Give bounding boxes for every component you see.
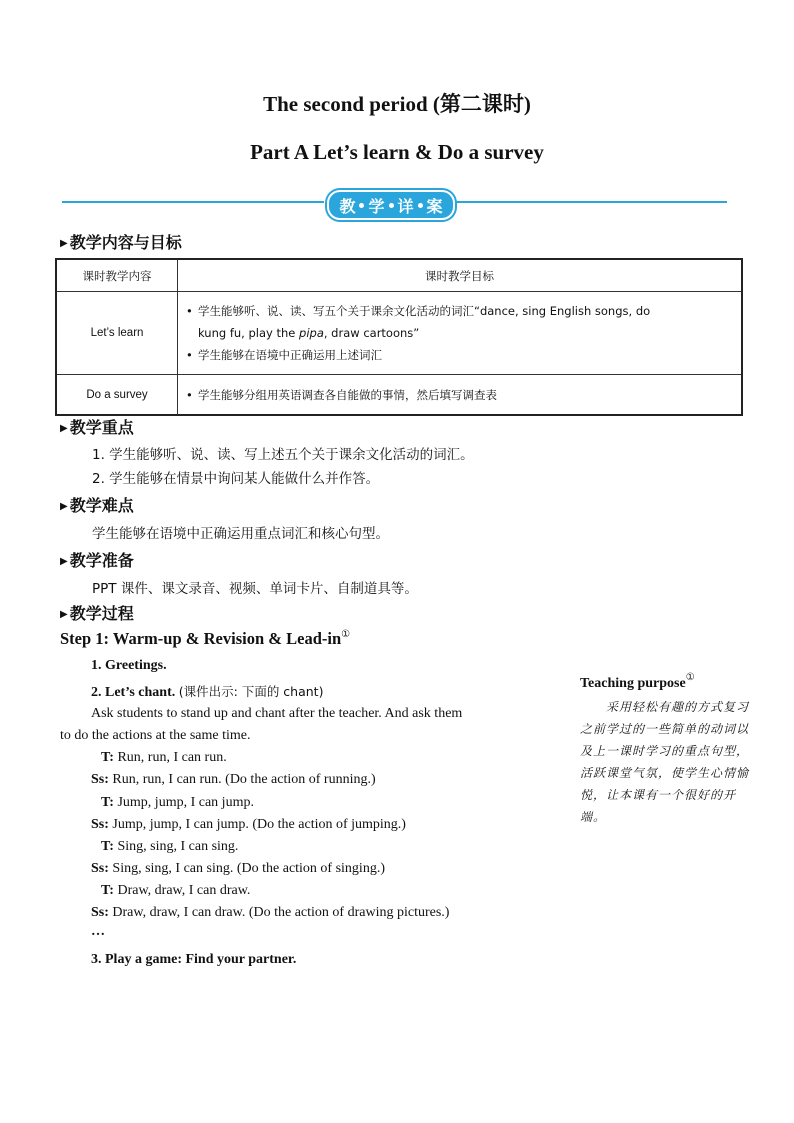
footnote-mark: ① <box>685 672 695 683</box>
banner-dot-icon <box>359 203 364 208</box>
goal-item <box>186 384 733 406</box>
section-heading-key-points <box>60 415 134 438</box>
triangle-bullet-icon: ▶ <box>60 609 68 620</box>
table-cell-goals <box>178 375 743 416</box>
section-heading-text: 教学内容与目标 <box>69 233 182 252</box>
section-heading-difficulties <box>60 493 134 516</box>
speaker-label: Ss: <box>91 772 109 787</box>
goals-table <box>55 258 743 416</box>
triangle-bullet-icon: ▶ <box>60 501 68 512</box>
dialogue-line <box>101 750 227 766</box>
speaker-label: T: <box>101 795 114 810</box>
goal-text: 学生能够在语境中正确运用上述词汇 <box>198 348 382 362</box>
dialogue-text: Jump, jump, I can jump. <box>113 795 254 810</box>
triangle-bullet-icon: ▶ <box>60 238 68 249</box>
dialogue-text: Draw, draw, I can draw. <box>113 883 251 898</box>
table-header-cell: 课时教学内容 <box>56 259 178 292</box>
section-heading-process <box>60 601 134 624</box>
bullet-icon: • <box>186 387 193 402</box>
section-heading-content-goals <box>60 230 182 253</box>
table-cell-content: Let’s learn <box>56 292 178 375</box>
key-point-item: 2. 学生能够在情景中询问某人能做什么并作答。 <box>92 471 380 487</box>
banner-dot-icon <box>389 203 394 208</box>
step-item-greetings: 1. Greetings. <box>91 658 167 673</box>
chant-note: (课件出示: 下面的 chant) <box>178 684 324 699</box>
goal-text: kung fu, play the <box>198 326 300 340</box>
dialogue-line <box>91 861 385 877</box>
dialogue-line <box>91 817 406 833</box>
dialogue-line <box>101 839 238 855</box>
instruction-line: Ask students to stand up and chant after the teacher. And ask them <box>91 706 463 721</box>
speaker-label: T: <box>101 839 114 854</box>
instruction-line: to do the actions at the same time. <box>60 728 251 743</box>
table-cell-goals <box>178 292 743 375</box>
dialogue-text: Draw, draw, I can draw. (Do the action of drawing pictures.) <box>108 905 450 920</box>
goal-italic-word: pipa <box>299 326 324 340</box>
dialogue-line <box>101 795 254 811</box>
banner-dot-icon <box>418 203 423 208</box>
footnote-mark: ① <box>341 629 351 640</box>
goal-text: , draw cartoons” <box>323 326 420 340</box>
dialogue-line <box>91 905 449 921</box>
triangle-bullet-icon: ▶ <box>60 423 68 434</box>
table-header-row <box>56 259 742 292</box>
table-row <box>56 292 742 375</box>
speaker-label: T: <box>101 883 114 898</box>
speaker-label: Ss: <box>91 817 109 832</box>
banner-line-right <box>455 201 727 203</box>
speaker-label: Ss: <box>91 861 109 876</box>
step1-title <box>60 629 350 649</box>
dialogue-text: Run, run, I can run. (Do the action of running.) <box>108 772 376 787</box>
banner-char: 教 <box>339 196 356 216</box>
banner-badge <box>327 190 455 220</box>
table-header-cell: 课时教学目标 <box>178 259 743 292</box>
bullet-icon: • <box>186 348 193 362</box>
dialogue-line <box>101 883 250 899</box>
speaker-label: Ss: <box>91 905 109 920</box>
teaching-purpose-title-text: Teaching purpose <box>580 676 686 691</box>
banner-char: 案 <box>426 196 443 216</box>
speaker-label: T: <box>101 750 114 765</box>
preparation-text: PPT 课件、课文录音、视频、单词卡片、自制道具等。 <box>92 581 418 597</box>
goal-item <box>186 344 733 366</box>
dialogue-text: Run, run, I can run. <box>113 750 227 765</box>
section-heading-text: 教学重点 <box>69 418 134 437</box>
chant-label: 2. Let’s chant. <box>91 685 176 700</box>
difficulty-text: 学生能够在语境中正确运用重点词汇和核心句型。 <box>92 526 389 542</box>
section-heading-text: 教学难点 <box>69 496 134 515</box>
dialogue-text: Sing, sing, I can sing. <box>113 839 239 854</box>
section-heading-preparation <box>60 548 134 571</box>
teaching-purpose-title <box>580 672 695 692</box>
goal-text: 学生能够听、说、读、写五个关于课余文化活动的词汇“dance, sing English songs, do <box>198 304 651 318</box>
page-subtitle: Part A Let’s learn & Do a survey <box>250 140 544 164</box>
banner-char: 学 <box>368 196 385 216</box>
table-cell-content: Do a survey <box>56 375 178 416</box>
bullet-icon: • <box>186 304 193 318</box>
step1-title-text: Step 1: Warm-up & Revision & Lead-in <box>60 629 342 648</box>
section-heading-text: 教学过程 <box>69 604 134 623</box>
ellipsis: … <box>91 924 105 939</box>
triangle-bullet-icon: ▶ <box>60 556 68 567</box>
step-item-chant <box>91 682 323 701</box>
teaching-purpose-text: 采用轻松有趣的方式复习之前学过的一些简单的动词以及上一课时学习的重点句型，活跃课堂气氛，使学生心情愉悦，让本课有一个很好的开端。 <box>580 700 750 824</box>
dialogue-text: Jump, jump, I can jump. (Do the action of jumping.) <box>108 817 406 832</box>
banner-line-left <box>62 201 324 203</box>
key-point-item: 1. 学生能够听、说、读、写上述五个关于课余文化活动的词汇。 <box>92 447 474 463</box>
step-item-game: 3. Play a game: Find your partner. <box>91 952 297 967</box>
section-heading-text: 教学准备 <box>69 551 134 570</box>
table-row <box>56 375 742 416</box>
banner-char: 详 <box>397 196 414 216</box>
goal-text: 学生能够分组用英语调查各自能做的事情，然后填写调查表 <box>198 387 497 402</box>
goal-text-continued <box>186 322 733 344</box>
page-title: The second period (第二课时) <box>263 92 531 116</box>
dialogue-line <box>91 772 376 788</box>
dialogue-text: Sing, sing, I can sing. (Do the action of singing.) <box>108 861 385 876</box>
goal-item <box>186 300 733 344</box>
